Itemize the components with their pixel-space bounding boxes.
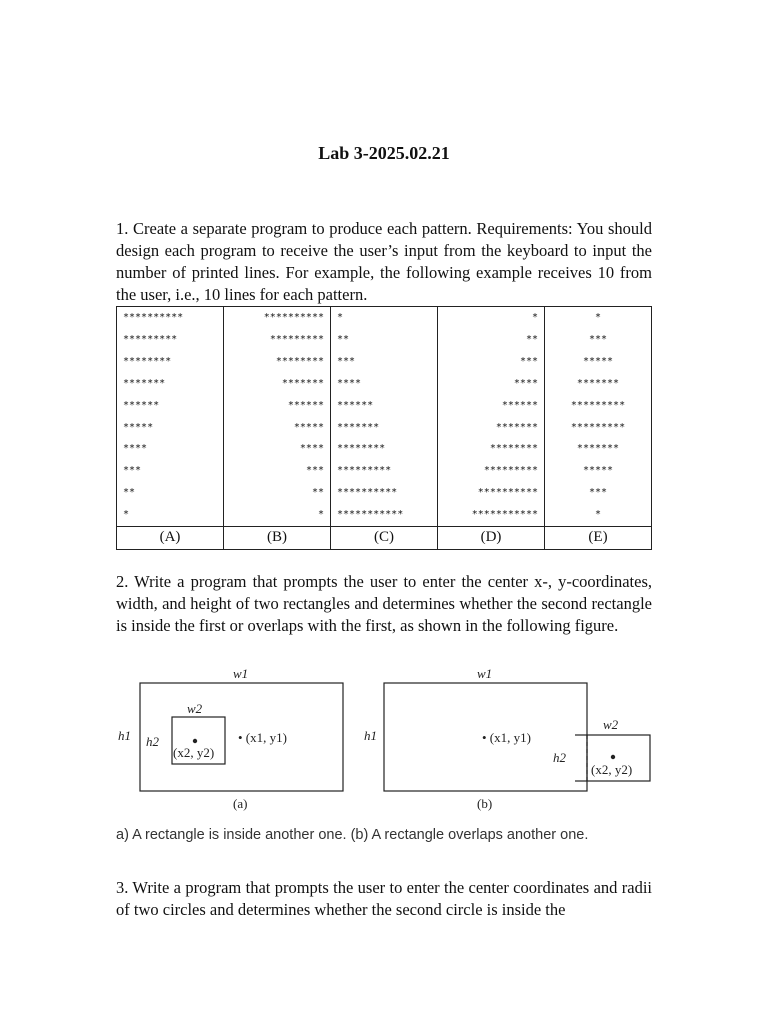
pattern-table <box>116 306 652 550</box>
label-a-h1: h1 <box>118 728 131 743</box>
label-a-p1: • (x1, y1) <box>238 730 287 745</box>
pattern-row: ********* <box>269 333 324 345</box>
question-2-text: 2. Write a program that prompts the user to enter the center x-, y-coordinates, width, and height of two rectangles and determines whether the second rectangle is inside the first or overlaps with the first, as shown in the following figure. <box>116 572 652 635</box>
pattern-row: ******* <box>495 421 538 433</box>
pattern-row: * <box>531 312 538 323</box>
pattern-row: ******** <box>337 443 386 455</box>
pattern-row: ***** <box>293 421 324 433</box>
pattern-row: ******* <box>337 421 380 433</box>
label-b-h1: h1 <box>364 728 377 743</box>
label-b-p2: (x2, y2) <box>591 762 633 777</box>
label-b-caption: (b) <box>477 796 493 811</box>
pattern-row: * <box>337 312 344 323</box>
pattern-row: **** <box>299 443 324 455</box>
pattern-row: ********** <box>337 487 398 499</box>
pattern-row: ****** <box>123 399 160 411</box>
pattern-caption-b: (B) <box>224 527 331 550</box>
pattern-row: ** <box>525 333 538 345</box>
pattern-row: * <box>594 509 602 521</box>
pattern-row: *** <box>305 465 324 477</box>
pattern-row: ******* <box>576 443 620 455</box>
question-1-text: 1. Create a separate program to produce each pattern. Requirements: You should design each program to receive the user’s input from the keyboard to input the number of printed lines. For example, the following example receives 10 from the user, i.e., 10 lines for each pattern. <box>116 219 652 304</box>
pattern-a <box>117 307 224 527</box>
pattern-row: **** <box>123 443 148 455</box>
pattern-row: ********** <box>123 312 184 323</box>
label-b-p1: • (x1, y1) <box>482 730 531 745</box>
pattern-row: ***** <box>582 355 614 367</box>
pattern-row: *** <box>123 465 142 477</box>
center-a-inner <box>193 739 197 743</box>
pattern-row: ** <box>337 333 350 345</box>
pattern-row: ******* <box>576 377 620 389</box>
pattern-row: ***** <box>123 421 154 433</box>
pattern-row: ********* <box>123 333 178 345</box>
pattern-row: ******** <box>123 355 172 367</box>
pattern-row: ** <box>311 487 324 499</box>
pattern-b <box>224 307 331 527</box>
pattern-row: ********* <box>337 465 392 477</box>
pattern-caption-c: (C) <box>331 527 438 550</box>
pattern-row: *********** <box>337 509 404 521</box>
pattern-row: ****** <box>287 399 324 411</box>
figure-caption: a) A rectangle is inside another one. (b) A rectangle overlaps another one. <box>116 827 589 843</box>
label-a-h2: h2 <box>146 734 159 749</box>
page-title: Lab 3-2025.02.21 <box>318 143 450 163</box>
label-a-p2: (x2, y2) <box>173 745 215 760</box>
pattern-row: ********** <box>477 487 538 499</box>
pattern-row: ******* <box>123 377 166 389</box>
pattern-row: *** <box>519 355 538 367</box>
pattern-d <box>438 307 545 527</box>
pattern-row: * <box>594 312 602 323</box>
pattern-row: ********* <box>483 465 538 477</box>
question-3-text: 3. Write a program that prompts the user to enter the center coordinates and radii of two circles and determines whether the second circle is inside the <box>116 878 652 919</box>
center-b-inner <box>611 755 615 759</box>
label-b-h2: h2 <box>553 750 566 765</box>
pattern-row: ******* <box>281 377 324 389</box>
pattern-c <box>331 307 438 527</box>
label-b-w1: w1 <box>477 666 493 681</box>
label-a-w2: w2 <box>187 701 203 716</box>
pattern-row: **** <box>337 377 362 389</box>
pattern-row: **** <box>513 377 538 389</box>
pattern-row: ****** <box>337 399 374 411</box>
pattern-row: * <box>317 509 324 521</box>
pattern-row: ***** <box>582 465 614 477</box>
pattern-row: ********* <box>570 399 626 411</box>
pattern-row: ********** <box>263 312 324 323</box>
label-a-caption: (a) <box>233 796 248 811</box>
pattern-row: ****** <box>501 399 538 411</box>
pattern-caption-e: (E) <box>545 527 652 550</box>
pattern-caption-d: (D) <box>438 527 545 550</box>
pattern-row: ******** <box>489 443 538 455</box>
pattern-row: * <box>123 509 130 521</box>
label-b-w2: w2 <box>603 717 619 732</box>
pattern-row: ******** <box>275 355 324 367</box>
rectangles-figure <box>116 664 652 824</box>
pattern-e <box>545 307 652 527</box>
pattern-row: *** <box>588 333 608 345</box>
pattern-row: ********* <box>570 421 626 433</box>
pattern-row: *** <box>337 355 356 367</box>
pattern-row: *** <box>588 487 608 499</box>
label-a-w1: w1 <box>233 666 249 681</box>
pattern-row: *********** <box>471 509 538 521</box>
pattern-caption-a: (A) <box>117 527 224 550</box>
pattern-row: ** <box>123 487 136 499</box>
